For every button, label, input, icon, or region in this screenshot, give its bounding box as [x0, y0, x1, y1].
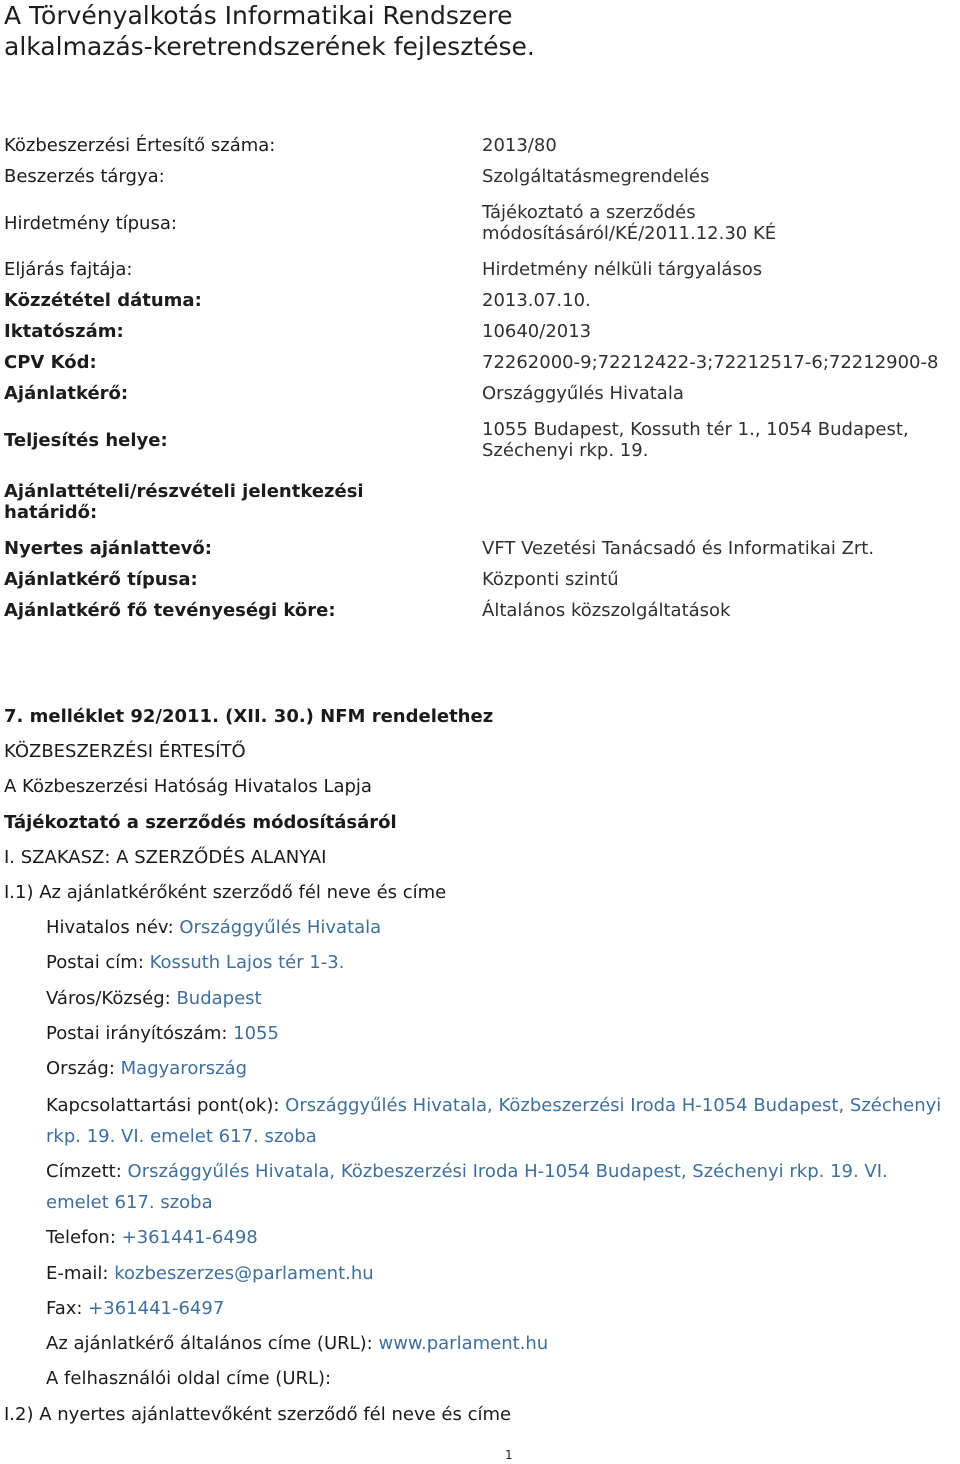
field-value: Budapest — [176, 988, 262, 1009]
meta-value-line: Tájékoztató a szerződés — [482, 202, 696, 223]
subsection-1-2: I.2) A nyertes ajánlattevőként szerződő fél neve és címe — [4, 1404, 512, 1425]
field-phone — [46, 1227, 258, 1248]
field-label: Postai cím: — [46, 952, 150, 973]
field-value: Országgyűlés Hivatala — [179, 917, 382, 938]
meta-value: 2013.07.10. — [482, 290, 591, 311]
meta-value-line: Széchenyi rkp. 19. — [482, 440, 649, 461]
meta-row — [4, 316, 938, 347]
field-label: Az ajánlatkérő általános címe (URL): — [46, 1333, 379, 1354]
field-fax — [46, 1298, 224, 1319]
meta-row — [4, 564, 938, 595]
meta-value-line: 1055 Budapest, Kossuth tér 1., 1054 Budapest, — [482, 419, 909, 440]
meta-value: Általános közszolgáltatások — [482, 600, 731, 621]
section-heading: I. SZAKASZ: A SZERZŐDÉS ALANYAI — [4, 847, 327, 868]
field-value: Országgyűlés Hivatala, Közbeszerzési Iroda H-1054 Budapest, Széchenyi rkp. 19. VI. emelet 617. szoba — [46, 1161, 888, 1213]
title-line-2: alkalmazás-keretrendszerének fejlesztése. — [4, 32, 535, 61]
meta-row — [4, 409, 938, 471]
field-label: Város/Község: — [46, 988, 177, 1009]
field-label: E-mail: — [46, 1263, 115, 1284]
meta-row — [4, 347, 938, 378]
field-label: Címzett: — [46, 1161, 128, 1182]
field-addressee — [46, 1156, 956, 1218]
meta-label-line: Ajánlattételi/részvételi jelentkezési — [4, 481, 364, 502]
meta-value: Központi szintű — [482, 569, 619, 590]
field-label: A felhasználói oldal címe (URL): — [46, 1368, 332, 1389]
meta-row — [4, 161, 938, 192]
meta-label: Közzététel dátuma: — [4, 290, 202, 311]
field-label: Kapcsolattartási pont(ok): — [46, 1095, 286, 1116]
meta-value: 2013/80 — [482, 135, 557, 156]
field-city — [46, 988, 262, 1009]
meta-label: Eljárás fajtája: — [4, 259, 133, 280]
annex-reference: 7. melléklet 92/2011. (XII. 30.) NFM rendelethez — [4, 706, 494, 727]
journal-subtitle: A Közbeszerzési Hatóság Hivatalos Lapja — [4, 776, 372, 797]
field-value: Kossuth Lajos tér 1-3. — [149, 952, 345, 973]
meta-value-line: módosításáról/KÉ/2011.12.30 KÉ — [482, 223, 777, 244]
meta-value: 72262000-9;72212422-3;72212517-6;72212900-8 — [482, 352, 939, 373]
meta-row — [4, 595, 938, 626]
meta-row — [4, 285, 938, 316]
meta-label-line: határidő: — [4, 502, 98, 523]
meta-label: CPV Kód: — [4, 352, 97, 373]
field-buyer-profile-url — [46, 1368, 331, 1389]
meta-row — [4, 471, 938, 533]
field-value: Országgyűlés Hivatala, Közbeszerzési Iroda H-1054 Budapest, Széchenyi rkp. 19. VI. emelet 617. szoba — [46, 1095, 942, 1147]
field-value: +361441-6497 — [88, 1298, 225, 1319]
meta-value: 10640/2013 — [482, 321, 592, 342]
meta-value — [482, 409, 938, 471]
meta-label: Ajánlatkérő fő tevényeségi köre: — [4, 600, 336, 621]
meta-row — [4, 130, 938, 161]
meta-row — [4, 533, 938, 564]
field-label: Telefon: — [46, 1227, 122, 1248]
field-value: Magyarország — [120, 1058, 248, 1079]
field-country — [46, 1058, 247, 1079]
meta-label: Nyertes ajánlattevő: — [4, 538, 212, 559]
meta-label: Teljesítés helye: — [4, 429, 168, 451]
meta-label: Beszerzés tárgya: — [4, 166, 165, 187]
meta-value: VFT Vezetési Tanácsadó és Informatikai Zrt. — [482, 538, 875, 559]
meta-label: Ajánlatkérő: — [4, 383, 129, 404]
document-title — [4, 0, 535, 62]
meta-label: Hirdetmény típusa: — [4, 212, 177, 234]
meta-value — [482, 192, 938, 254]
field-email — [46, 1263, 374, 1284]
field-label: Ország: — [46, 1058, 121, 1079]
page-number: 1 — [505, 1448, 513, 1462]
meta-row — [4, 192, 938, 254]
field-general-url — [46, 1333, 548, 1354]
meta-label — [4, 471, 482, 533]
journal-name: KÖZBESZERZÉSI ÉRTESÍTŐ — [4, 741, 246, 762]
title-line-1: A Törvényalkotás Informatikai Rendszere — [4, 1, 513, 30]
meta-row — [4, 254, 938, 285]
field-official-name — [46, 917, 381, 938]
field-value: +361441-6498 — [121, 1227, 258, 1248]
field-value: 1055 — [233, 1023, 279, 1044]
meta-label: Iktatószám: — [4, 321, 124, 342]
field-postal-address — [46, 952, 344, 973]
subsection-1-1: I.1) Az ajánlatkérőként szerződő fél neve és címe — [4, 882, 447, 903]
field-contact-point — [46, 1090, 956, 1152]
website-link[interactable]: www.parlament.hu — [378, 1333, 549, 1354]
meta-value: Szolgáltatásmegrendelés — [482, 166, 710, 187]
meta-value: Országgyűlés Hivatala — [482, 383, 684, 404]
field-postal-code — [46, 1023, 279, 1044]
notice-type: Tájékoztató a szerződés módosításáról — [4, 812, 397, 833]
meta-row — [4, 378, 938, 409]
meta-value: Hirdetmény nélküli tárgyalásos — [482, 259, 763, 280]
field-label: Postai irányítószám: — [46, 1023, 234, 1044]
notice-summary-table — [4, 130, 938, 626]
meta-value — [482, 471, 938, 533]
meta-label: Közbeszerzési Értesítő száma: — [4, 135, 276, 156]
field-label: Fax: — [46, 1298, 89, 1319]
email-link[interactable]: kozbeszerzes@parlament.hu — [114, 1263, 374, 1284]
meta-label: Ajánlatkérő típusa: — [4, 569, 198, 590]
field-label: Hivatalos név: — [46, 917, 180, 938]
